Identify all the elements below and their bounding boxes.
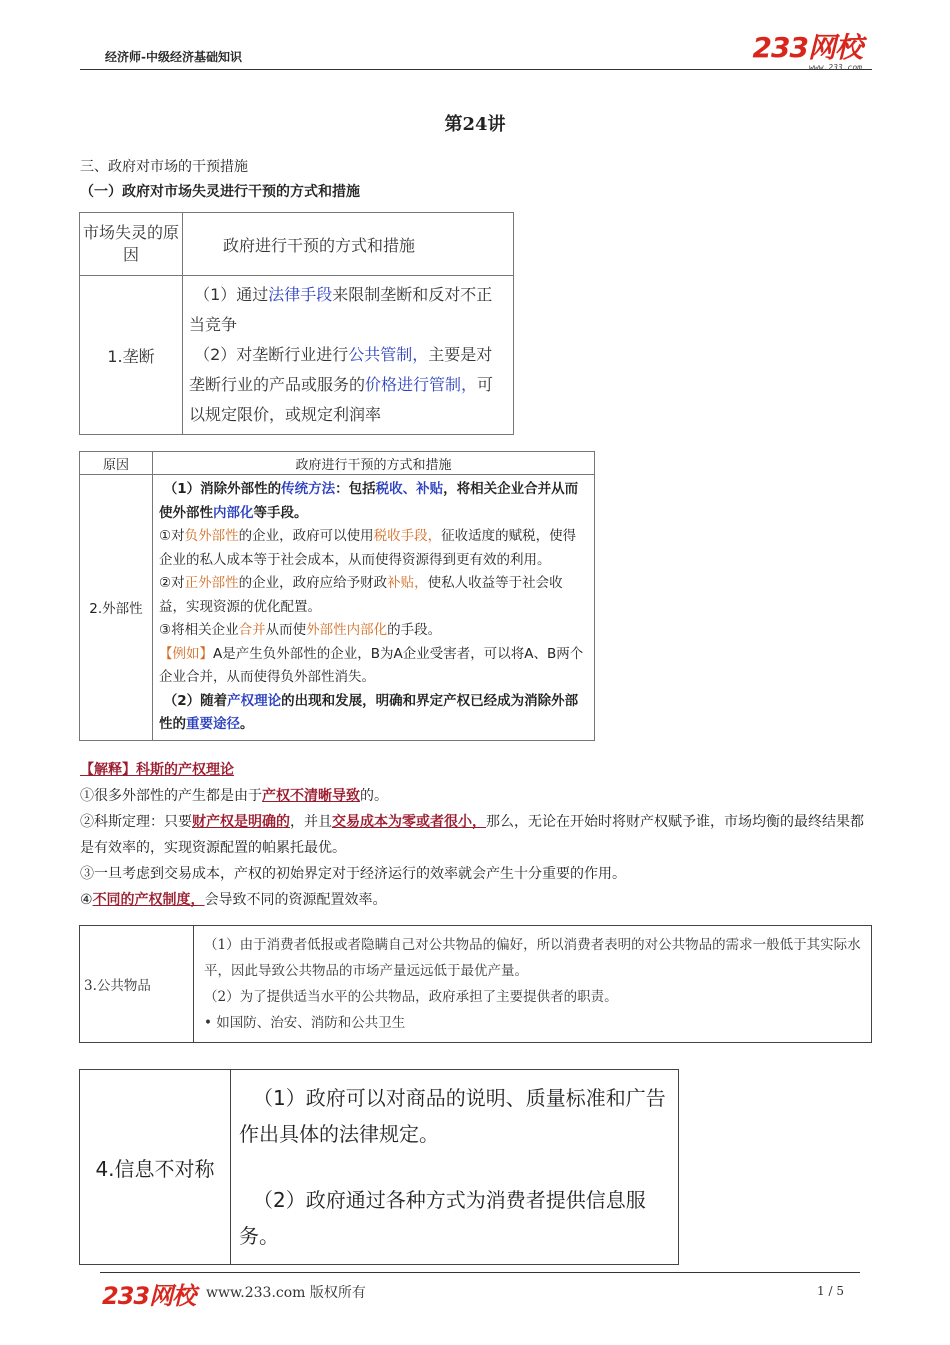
text: ②对 <box>159 575 185 591</box>
text: 征收适度的赋税，使得企业的私人成本等于社会成本，从而使得资源得到更有效的利用。 <box>159 528 577 568</box>
text: ②科斯定理：只要 <box>80 814 192 830</box>
text: 主要是对垄断行业的产品或服务的 <box>189 345 493 394</box>
text: ，将相关企业合并从而使外部性 <box>159 481 579 521</box>
measures-cell <box>194 926 872 1043</box>
measures-cell <box>231 1070 679 1265</box>
highlight-text: 补贴， <box>387 575 428 591</box>
lecture-title: 第24讲 <box>444 114 506 135</box>
measure-item <box>159 525 588 572</box>
explain-item <box>80 783 872 809</box>
highlight-text: 税收、补贴 <box>375 481 444 497</box>
explain-item: ③一旦考虑到交易成本，产权的初始界定对于经济运行的效率就会产生十分重要的作用。 <box>80 866 626 882</box>
footer-divider <box>100 1272 860 1273</box>
header-cell-measures: 政府进行干预的方式和措施 <box>183 213 514 276</box>
table-externality <box>79 451 595 741</box>
example-tag: 【例如】 <box>159 645 213 662</box>
footer-copyright: www.233.com 版权所有 <box>206 1285 366 1301</box>
text: 来限制垄断和反对不正当竞争 <box>189 285 493 334</box>
measure-item <box>189 340 507 430</box>
table-public-goods <box>79 925 872 1043</box>
text: 那么，无论在开始时将财产权赋予谁，市场均衡的最终结果都是有效率的，实现资源配置的帕累托最优。 <box>80 814 864 856</box>
text: 的。 <box>360 788 388 804</box>
measure-item <box>189 280 507 340</box>
text: 的手段。 <box>387 622 442 638</box>
explain-title <box>80 757 872 783</box>
text: ，并且 <box>290 814 332 830</box>
table-monopoly <box>79 212 514 435</box>
table-info-asymmetry <box>79 1069 679 1265</box>
doc-title: 经济师-中级经济基础知识 <box>105 50 242 64</box>
section-title: 三、政府对市场的干预措施 <box>80 159 248 175</box>
explain-title-text: 【解释】科斯的产权理论 <box>80 762 234 778</box>
text: 的出现和发展，明确和界定产权已经成为消除外部性的 <box>159 692 579 732</box>
measure-item: （1）政府可以对商品的说明、质量标准和广告作出具体的法律规定。 <box>239 1086 666 1146</box>
logo-url: www.233.com <box>809 63 862 72</box>
emphasis-text: 不同的产权制度， <box>92 892 205 908</box>
logo-text: 233网校 <box>752 31 862 64</box>
text: （1）通过 <box>194 285 269 304</box>
text: ①对 <box>159 528 185 544</box>
header-cell-reason: 市场失灵的原因 <box>80 213 183 276</box>
measure-item <box>159 572 588 619</box>
table-row <box>80 475 595 741</box>
text: ①很多外部性的产生都是由于 <box>80 788 262 804</box>
highlight-text: 合并 <box>238 622 266 638</box>
measures-cell <box>153 475 595 741</box>
row-label-public-goods: 3.公共物品 <box>80 926 194 1043</box>
highlight-text: 传统方法 <box>281 481 336 497</box>
text: 的企业，政府可以使用 <box>238 528 374 544</box>
text: （2）随着 <box>163 692 228 709</box>
measure-item <box>159 619 588 643</box>
highlight-text: 公共管制， <box>348 345 429 364</box>
table-row <box>80 276 514 435</box>
measures-cell <box>183 276 514 435</box>
explain-item <box>80 887 872 913</box>
highlight-text: 价格进行管制， <box>365 375 478 394</box>
measure-item <box>159 478 588 525</box>
header-cell-reason: 原因 <box>80 452 153 475</box>
header-divider <box>80 69 872 70</box>
measure-item: （2）为了提供适当水平的公共物品，政府承担了主要提供者的职责。 <box>204 989 618 1005</box>
table-row <box>80 926 872 1043</box>
table-row <box>80 1070 679 1265</box>
text: 从而使 <box>265 622 307 638</box>
highlight-text: 重要途径 <box>186 716 240 732</box>
row-label-externality: 2.外部性 <box>80 475 153 741</box>
header-cell-measures: 政府进行干预的方式和措施 <box>153 452 595 475</box>
text: （1）消除外部性的 <box>163 481 282 497</box>
highlight-text: 正外部性 <box>184 575 239 591</box>
highlight-text: 外部性内部化 <box>306 622 388 638</box>
text: （2）对垄断行业进行 <box>194 345 349 364</box>
highlight-text: 内部化 <box>213 504 254 521</box>
highlight-text: 产权理论 <box>227 692 282 709</box>
emphasis-text: 产权不清晰导致 <box>262 788 360 804</box>
text: 。 <box>240 716 254 732</box>
measure-item: （1）由于消费者低报或者隐瞒自己对公共物品的偏好，所以消费者表明的对公共物品的需求一般低于其实际水平，因此导致公共物品的市场产量远远低于最优产量。 <box>204 937 861 979</box>
measure-item: • 如国防、治安、消防和公共卫生 <box>204 1015 406 1031</box>
table-header-row <box>80 213 514 276</box>
highlight-text: 法律手段 <box>268 285 333 304</box>
footer-logo: 233网校 <box>102 1282 196 1310</box>
page-number: 1 / 5 <box>817 1284 844 1298</box>
measure-item <box>159 690 588 737</box>
text: ③将相关企业 <box>159 622 239 638</box>
brand-logo <box>752 31 862 72</box>
explain-item <box>80 809 872 861</box>
table-header-row <box>80 452 595 475</box>
text: ④ <box>80 892 93 908</box>
text: 使私人收益等于社会收益，实现资源的优化配置。 <box>159 575 563 615</box>
highlight-text: 税收手段， <box>373 528 442 544</box>
subsection-title: （一）政府对市场失灵进行干预的方式和措施 <box>80 184 360 200</box>
text: 会导致不同的资源配置效率。 <box>204 892 387 908</box>
text: ：包括 <box>335 481 376 497</box>
emphasis-text: 交易成本为零或者很小， <box>332 814 486 830</box>
spacer <box>239 1152 670 1182</box>
row-label-info-asymmetry: 4.信息不对称 <box>80 1070 231 1265</box>
text: 等手段。 <box>253 504 308 521</box>
highlight-text: 负外部性 <box>184 528 239 544</box>
measure-item: （2）政府通过各种方式为消费者提供信息服务。 <box>239 1188 646 1248</box>
measure-item <box>159 643 588 690</box>
emphasis-text: 财产权是明确的 <box>192 814 290 830</box>
text: 可以规定限价，或规定利润率 <box>189 375 494 424</box>
row-label-monopoly: 1.垄断 <box>80 276 183 435</box>
text: 的企业，政府应给予财政 <box>238 575 388 591</box>
text: A是产生负外部性的企业，B为A企业受害者，可以将A、B两个企业合并，从而使得负外部性消失。 <box>159 645 584 685</box>
